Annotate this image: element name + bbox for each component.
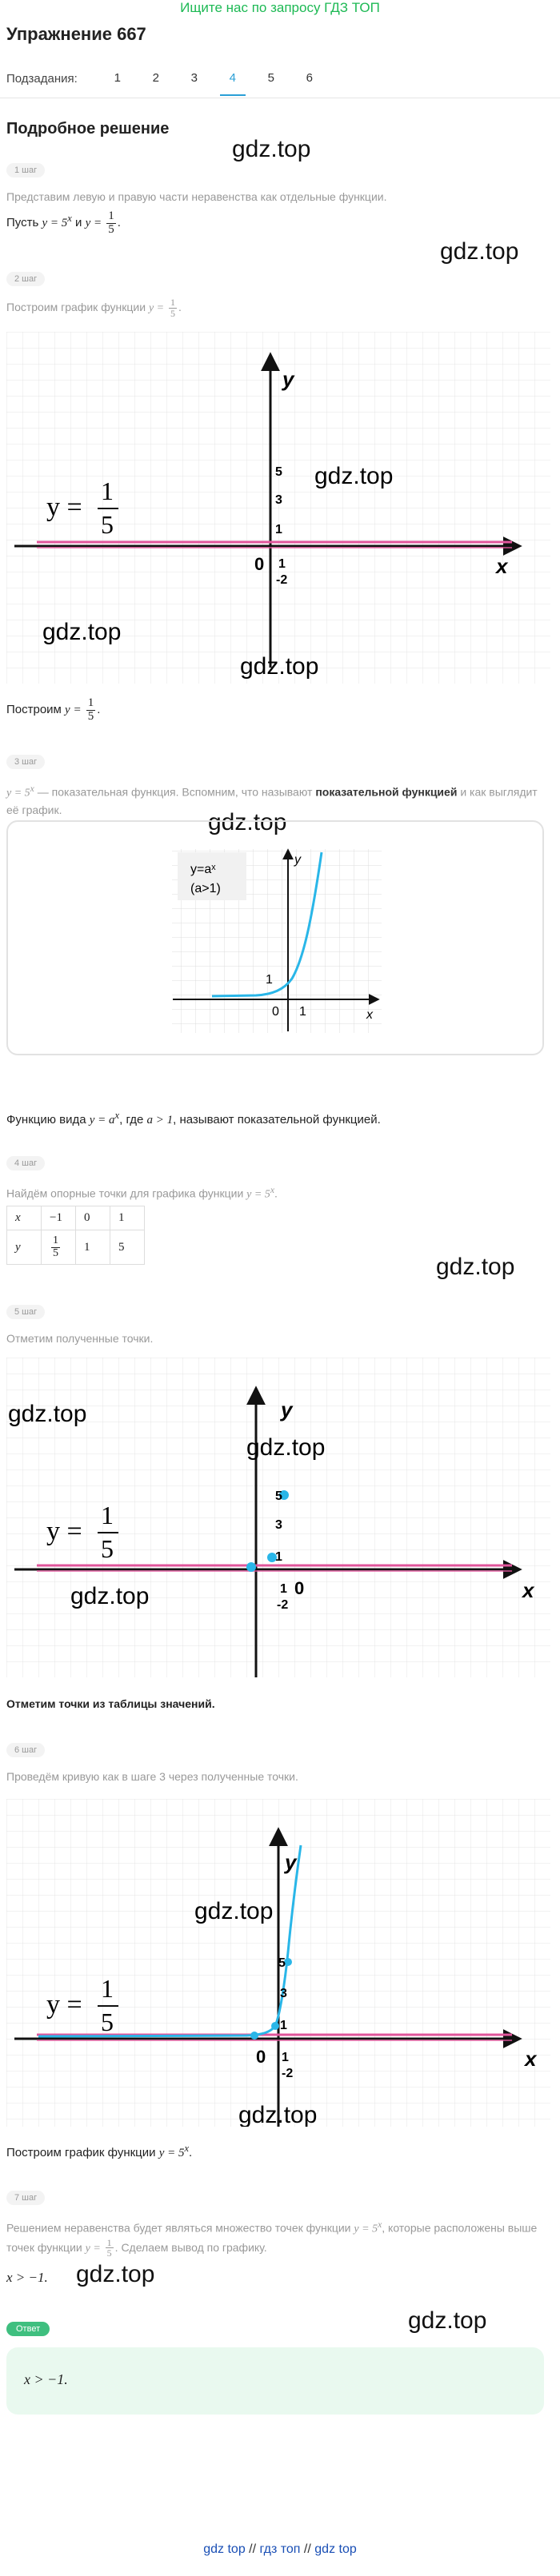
step-badge-7: 7 шаг <box>6 2191 45 2205</box>
footer-link-2[interactable]: гдз топ <box>259 2542 301 2556</box>
watermark: gdz.top <box>440 238 519 265</box>
step-1-text: Представим левую и правую части неравенства как отдельные функции. <box>6 190 387 203</box>
y-axis-label: y <box>282 367 294 391</box>
svg-text:5: 5 <box>275 465 282 479</box>
svg-text:1: 1 <box>278 557 286 571</box>
svg-text:y: y <box>285 1850 297 1874</box>
footer-links: gdz top // гдз топ // gdz top <box>203 2542 357 2556</box>
svg-text:5: 5 <box>101 2008 114 2036</box>
step-5-after: Отметим точки из таблицы значений. <box>6 1697 215 1710</box>
svg-text:-2: -2 <box>282 2067 294 2080</box>
subtasks-label: Подзадания: <box>6 71 78 86</box>
watermark: gdz.top <box>314 463 394 489</box>
svg-text:1: 1 <box>299 1005 306 1019</box>
footer-link-3[interactable]: gdz top <box>314 2542 357 2556</box>
svg-text:1: 1 <box>101 477 114 505</box>
step-badge-6: 6 шаг <box>6 1743 45 1757</box>
svg-text:5: 5 <box>275 1489 282 1503</box>
svg-text:1: 1 <box>280 1582 287 1596</box>
svg-text:1: 1 <box>282 2051 289 2064</box>
tab-subtask-5[interactable]: 5 <box>267 71 274 85</box>
svg-text:x: x <box>522 1578 534 1602</box>
svg-text:0: 0 <box>294 1578 305 1598</box>
svg-text:3: 3 <box>275 1518 282 1532</box>
svg-text:gdz.top: gdz.top <box>194 1898 274 1924</box>
watermark: gdz.top <box>232 136 311 162</box>
svg-text:y=aˣ: y=aˣ <box>190 863 216 876</box>
step-2-text: Построим график функции y = $\frac{1}{5}$ . <box>6 297 182 319</box>
step-badge-5: 5 шаг <box>6 1305 45 1319</box>
step-1-formula: Пусть $y = 5^x$ и y = $\frac{1}{5}$ . <box>6 209 121 236</box>
svg-text:3: 3 <box>280 1987 287 2000</box>
exp-graph <box>8 822 542 1054</box>
watermark: gdz.top <box>240 653 319 680</box>
tab-subtask-1[interactable]: 1 <box>114 71 121 85</box>
step-badge-3: 3 шаг <box>6 755 45 769</box>
svg-text:y: y <box>294 853 301 867</box>
svg-text:5: 5 <box>101 510 114 539</box>
svg-text:y =: y = <box>46 1517 82 1546</box>
watermark: gdz.top <box>408 2307 487 2334</box>
x-axis-label: x <box>496 554 508 578</box>
step-3-text: $y = 5^x$ — показательная функция. Вспомним, что называют показательной функцией и как выглядит её график. <box>6 784 538 816</box>
svg-text:gdz.top: gdz.top <box>70 1583 150 1609</box>
let-word: Пусть <box>6 216 39 229</box>
fraction-one-fifth: $\frac{1}{5}$ <box>108 209 114 236</box>
svg-text:x: x <box>525 2047 537 2071</box>
exp-definition-text: Функцию вида $y = a^x$, где a > 1, называют показательной функцией. <box>6 1110 381 1127</box>
svg-text:x: x <box>366 1008 373 1022</box>
step-7-text: Решением неравенства будет являться множество точек функции $y = 5^x$, которые расположены выше точек функции y = $\frac{1}{5}$ . Сделаем вывод по графику. <box>6 2219 538 2259</box>
answer-tag: Ответ <box>6 2322 50 2336</box>
exp-function-panel <box>6 820 544 1055</box>
point-minus1 <box>246 1562 256 1572</box>
svg-text:1: 1 <box>266 973 273 987</box>
tab-subtask-2[interactable]: 2 <box>152 71 159 85</box>
svg-text:1: 1 <box>101 1501 114 1529</box>
y-eq-label: y = <box>85 217 102 229</box>
svg-text:gdz.top: gdz.top <box>246 1434 326 1461</box>
svg-text:0: 0 <box>256 2047 266 2067</box>
svg-text:1: 1 <box>280 2019 287 2032</box>
page-title: Упражнение 667 <box>6 24 146 44</box>
svg-text:gdz.top: gdz.top <box>8 1401 87 1427</box>
svg-text:1: 1 <box>275 1550 282 1564</box>
svg-text:1: 1 <box>275 523 282 536</box>
subtasks-nav <box>6 69 329 88</box>
step-badge-2: 2 шаг <box>6 272 45 286</box>
step-badge-1: 1 шаг <box>6 163 45 177</box>
y-eq-5x: $y = 5^x$ <box>42 213 72 229</box>
origin-label: 0 <box>254 554 265 574</box>
section-title: Подробное решение <box>6 120 170 138</box>
watermark: gdz.top <box>76 2261 155 2287</box>
tab-subtask-6[interactable]: 6 <box>306 71 313 85</box>
svg-text:0: 0 <box>272 1005 279 1019</box>
svg-text:y =: y = <box>46 492 82 522</box>
svg-text:y: y <box>281 1398 293 1422</box>
step-badge-4: 4 шаг <box>6 1156 45 1170</box>
step-4-text: Найдём опорные точки для графика функции $y = 5^x$. <box>6 1185 278 1201</box>
watermark: gdz.top <box>42 619 122 645</box>
answer-value: x > −1. <box>24 2371 68 2387</box>
step-6-after: Построим график функции $y = 5^x$. <box>6 2143 193 2159</box>
svg-text:1: 1 <box>101 1974 114 2003</box>
svg-text:5: 5 <box>278 1956 286 1970</box>
graph-points <box>6 1358 550 1681</box>
svg-text:gdz.top: gdz.top <box>238 2102 318 2127</box>
footer-link-1[interactable]: gdz top <box>203 2542 246 2556</box>
watermark: gdz.top <box>208 809 287 835</box>
svg-text:-2: -2 <box>276 573 288 587</box>
svg-text:-2: -2 <box>277 1598 289 1612</box>
values-table: x −1 0 1 y $\frac{1}{5}$ 1 5 <box>6 1206 145 1265</box>
conclusion: x > −1. <box>6 2270 48 2285</box>
svg-text:(a>1): (a>1) <box>190 882 221 895</box>
step-6-text: Проведём кривую как в шаге 3 через полученные точки. <box>6 1770 298 1783</box>
graph-curve <box>6 1799 550 2131</box>
svg-text:5: 5 <box>101 1534 114 1563</box>
and-word: и <box>75 216 82 229</box>
graph-y-one-fifth <box>6 332 550 688</box>
step-5-text: Отметим полученные точки. <box>6 1332 154 1345</box>
svg-text:y =: y = <box>46 1990 82 2020</box>
build-line-text: Построим y = $\frac{1}{5}$ . <box>6 696 101 723</box>
watermark: gdz.top <box>436 1254 515 1280</box>
search-hint-link[interactable]: Ищите нас по запросу ГДЗ ТОП <box>180 0 380 15</box>
tab-subtask-3[interactable]: 3 <box>190 71 198 85</box>
answer-box <box>6 2347 544 2415</box>
tab-subtask-4[interactable]: 4 <box>214 69 252 88</box>
svg-text:3: 3 <box>275 493 282 507</box>
